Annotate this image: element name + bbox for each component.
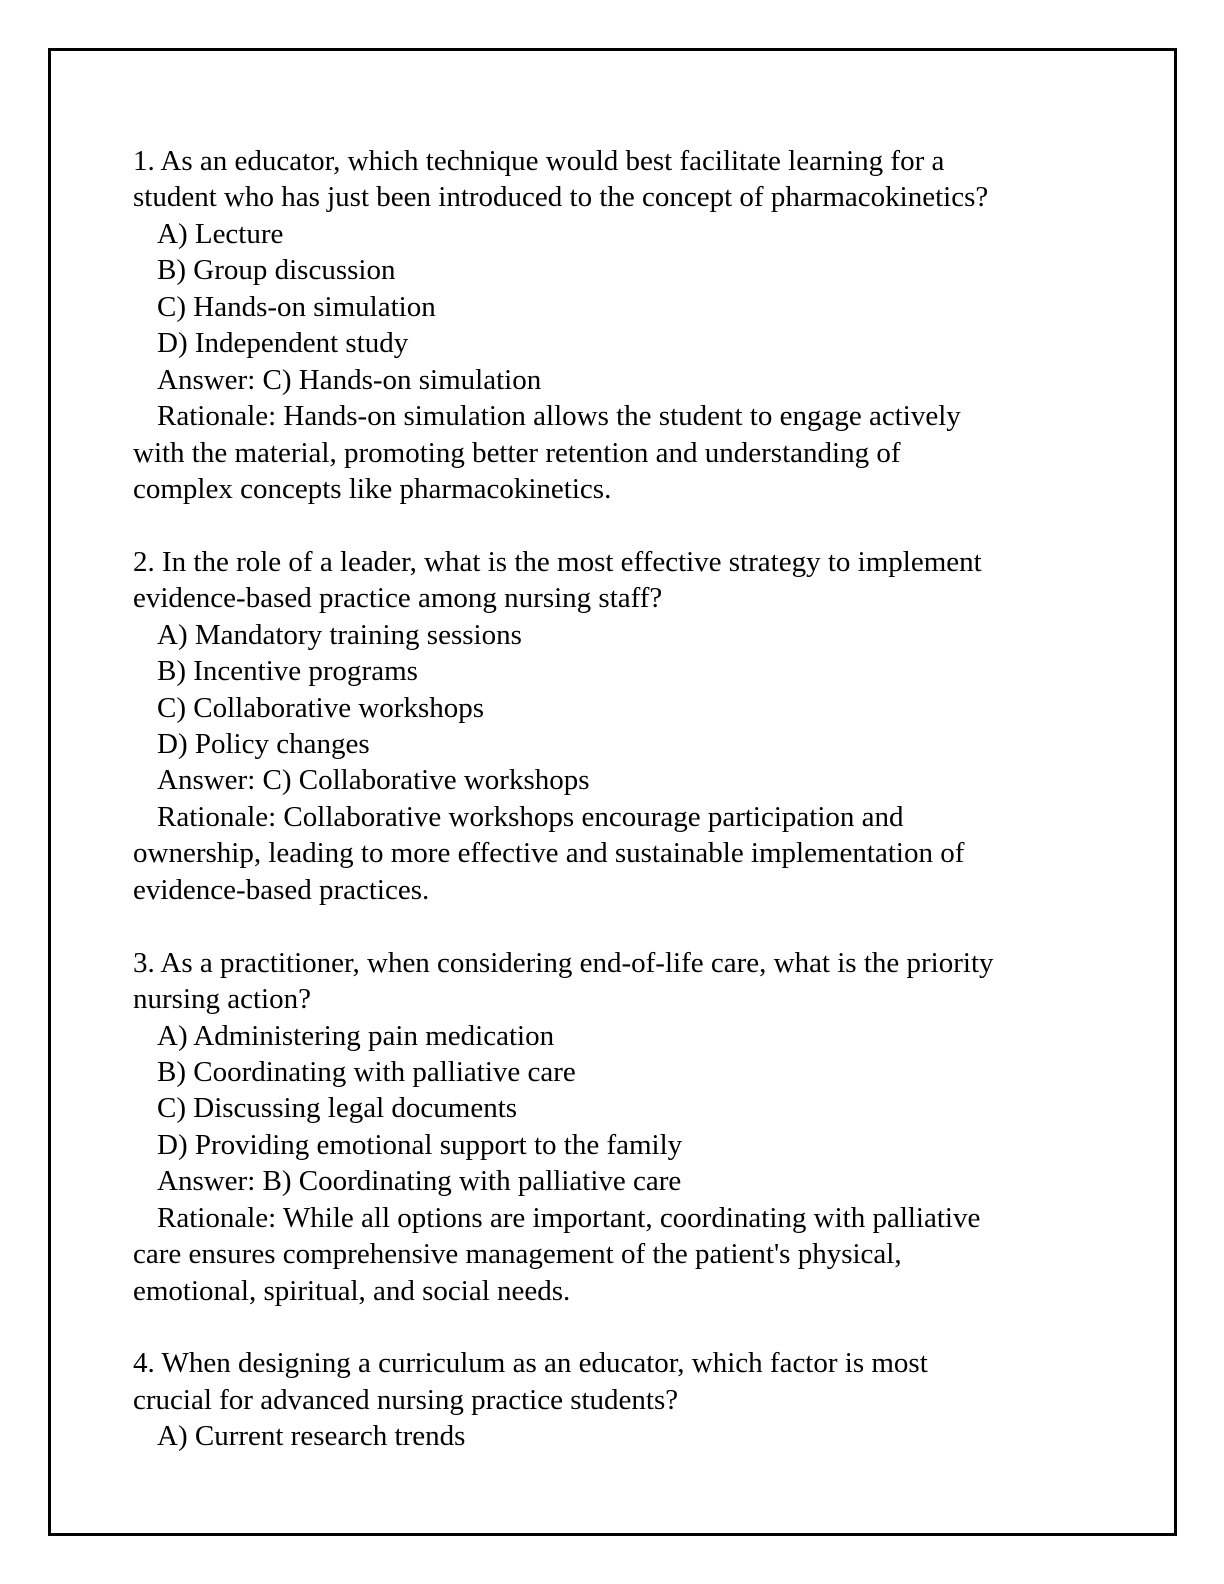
rationale-line: ownership, leading to more effective and sustainable implementation of bbox=[133, 837, 965, 870]
answer-line: Answer: C) Hands-on simulation bbox=[157, 363, 542, 396]
question-stem-line: 1. As an educator, which technique would best facilitate learning for a bbox=[133, 145, 945, 177]
question-3 bbox=[133, 945, 1133, 1309]
rationale-line: care ensures comprehensive management of the patient's physical, bbox=[133, 1238, 902, 1271]
option-b: B) Group discussion bbox=[157, 254, 396, 287]
question-stem-line: 4. When designing a curriculum as an educator, which factor is most bbox=[133, 1347, 928, 1380]
option-d: D) Providing emotional support to the family bbox=[157, 1128, 683, 1161]
option-a: A) Administering pain medication bbox=[157, 1019, 555, 1052]
rationale-line: Rationale: While all options are important, coordinating with palliative bbox=[157, 1201, 981, 1234]
question-4 bbox=[133, 1345, 1133, 1454]
option-a: A) Current research trends bbox=[157, 1420, 466, 1453]
option-a: A) Lecture bbox=[157, 217, 284, 250]
question-stem-line: nursing action? bbox=[133, 983, 311, 1016]
option-c: C) Collaborative workshops bbox=[157, 691, 485, 724]
question-stem-line: crucial for advanced nursing practice students? bbox=[133, 1383, 679, 1416]
option-a: A) Mandatory training sessions bbox=[157, 618, 522, 651]
spacer bbox=[133, 1309, 1133, 1345]
rationale-line: complex concepts like pharmacokinetics. bbox=[133, 472, 612, 505]
option-c: C) Discussing legal documents bbox=[157, 1092, 518, 1125]
rationale-line: with the material, promoting better retention and understanding of bbox=[133, 436, 901, 469]
document-body bbox=[133, 143, 1133, 1455]
option-c: C) Hands-on simulation bbox=[157, 290, 436, 323]
question-2 bbox=[133, 544, 1133, 908]
question-stem-line: 3. As a practitioner, when considering end-of-life care, what is the priority bbox=[133, 946, 994, 979]
answer-line: Answer: C) Collaborative workshops bbox=[157, 764, 590, 797]
option-b: B) Incentive programs bbox=[157, 655, 418, 688]
question-1 bbox=[133, 143, 1133, 507]
option-b: B) Coordinating with palliative care bbox=[157, 1055, 576, 1088]
spacer bbox=[133, 507, 1133, 543]
rationale-line: Rationale: Hands-on simulation allows the student to engage actively bbox=[157, 400, 961, 433]
option-d: D) Policy changes bbox=[157, 728, 370, 760]
option-d: D) Independent study bbox=[157, 327, 409, 360]
rationale-line: emotional, spiritual, and social needs. bbox=[133, 1274, 571, 1307]
question-stem-line: evidence-based practice among nursing staff? bbox=[133, 582, 663, 615]
question-stem-line: 2. In the role of a leader, what is the most effective strategy to implement bbox=[133, 545, 982, 578]
question-stem-line: student who has just been introduced to the concept of pharmacokinetics? bbox=[133, 181, 989, 214]
rationale-line: Rationale: Collaborative workshops encourage participation and bbox=[157, 800, 904, 833]
rationale-line: evidence-based practices. bbox=[133, 873, 430, 906]
answer-line: Answer: B) Coordinating with palliative care bbox=[157, 1165, 682, 1198]
spacer bbox=[133, 908, 1133, 944]
